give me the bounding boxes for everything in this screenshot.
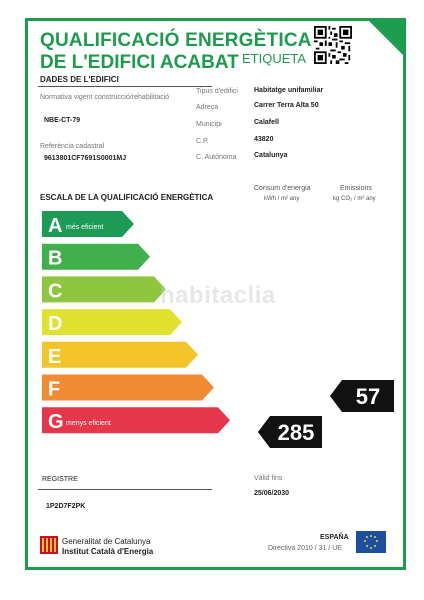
energy-class-letter: A xyxy=(48,215,63,237)
energy-class-letter: D xyxy=(48,313,63,336)
org-line-1: Generalitat de Catalunya xyxy=(62,537,151,546)
org-line-2: Institut Català d'Energia xyxy=(62,547,154,556)
ref-cadastral-label: Referència cadastral xyxy=(40,143,105,150)
energy-class-e xyxy=(42,342,198,368)
etiqueta-label: ETIQUETA xyxy=(242,51,307,66)
energy-class-g xyxy=(42,407,230,433)
energy-class-letter: G xyxy=(48,411,64,434)
tipus-edifici-label: Tipus d'edifici xyxy=(196,88,238,95)
directive-label: Directiva 2010 / 31 / UE xyxy=(268,545,342,552)
emissions-value: 57 xyxy=(355,384,381,409)
energy-class-note: menys eficient xyxy=(66,420,111,428)
watermark: habitaclia xyxy=(160,282,276,309)
generalitat-logo-icon xyxy=(40,536,58,554)
energy-class-note: més eficient xyxy=(66,224,104,231)
comunitat-label: C. Autònoma xyxy=(196,154,237,161)
valid-value: 25/06/2030 xyxy=(254,490,290,497)
registre-divider xyxy=(38,489,212,490)
energy-class-c xyxy=(42,276,166,302)
consumption-header: Consum d'energia xyxy=(254,185,311,192)
consumption-arrow xyxy=(258,416,324,448)
title-line-1: QUALIFICACIÓ ENERGÈTICA xyxy=(40,30,312,51)
municipi-value: Calafell xyxy=(254,119,279,126)
building-data-title: DADES DE L'EDIFICI xyxy=(40,75,119,84)
normativa-label: Normativa vigent construcció/rehabilitació xyxy=(40,94,170,101)
tipus-edifici-value: Habitatge unifamiliar xyxy=(254,87,324,94)
registre-label: REGISTRE xyxy=(42,476,78,483)
energy-class-letter: F xyxy=(48,378,61,401)
emissions-unit: kg CO₂ / m² any xyxy=(333,196,376,202)
registre-value: 1P2D7F2PK xyxy=(46,503,86,510)
adreca-label: Adreça xyxy=(196,104,219,111)
consumption-unit: kWh / m² any xyxy=(264,196,300,202)
energy-class-a xyxy=(42,211,134,237)
scale-title: ESCALA DE LA QUALIFICACIÓ ENERGÈTICA xyxy=(40,193,214,202)
ref-cadastral-value: 9613801CF7691S0001MJ xyxy=(44,155,127,162)
eu-flag-icon xyxy=(356,531,386,553)
municipi-label: Municipi xyxy=(196,121,222,128)
title-line-2: DE L'EDIFICI ACABAT xyxy=(40,52,239,73)
energy-class-letter: C xyxy=(48,280,63,303)
cp-label: C.P. xyxy=(196,138,209,145)
emissions-header: Emissions xyxy=(340,185,372,192)
normativa-value: NBE-CT-79 xyxy=(44,117,81,124)
energy-class-letter: E xyxy=(48,345,62,368)
emissions-arrow xyxy=(330,380,396,412)
cp-value: 43820 xyxy=(254,136,274,143)
consumption-value: 285 xyxy=(277,420,315,445)
valid-label: Vàlid fins xyxy=(254,475,283,482)
adreca-value: Carrer Terra Alta 50 xyxy=(254,102,319,109)
energy-class-f xyxy=(42,375,214,401)
energy-class-letter: B xyxy=(48,247,63,270)
country-label: ESPAÑA xyxy=(320,534,349,541)
energy-class-b xyxy=(42,244,150,270)
comunitat-value: Catalunya xyxy=(254,152,288,159)
energy-class-d xyxy=(42,309,182,335)
